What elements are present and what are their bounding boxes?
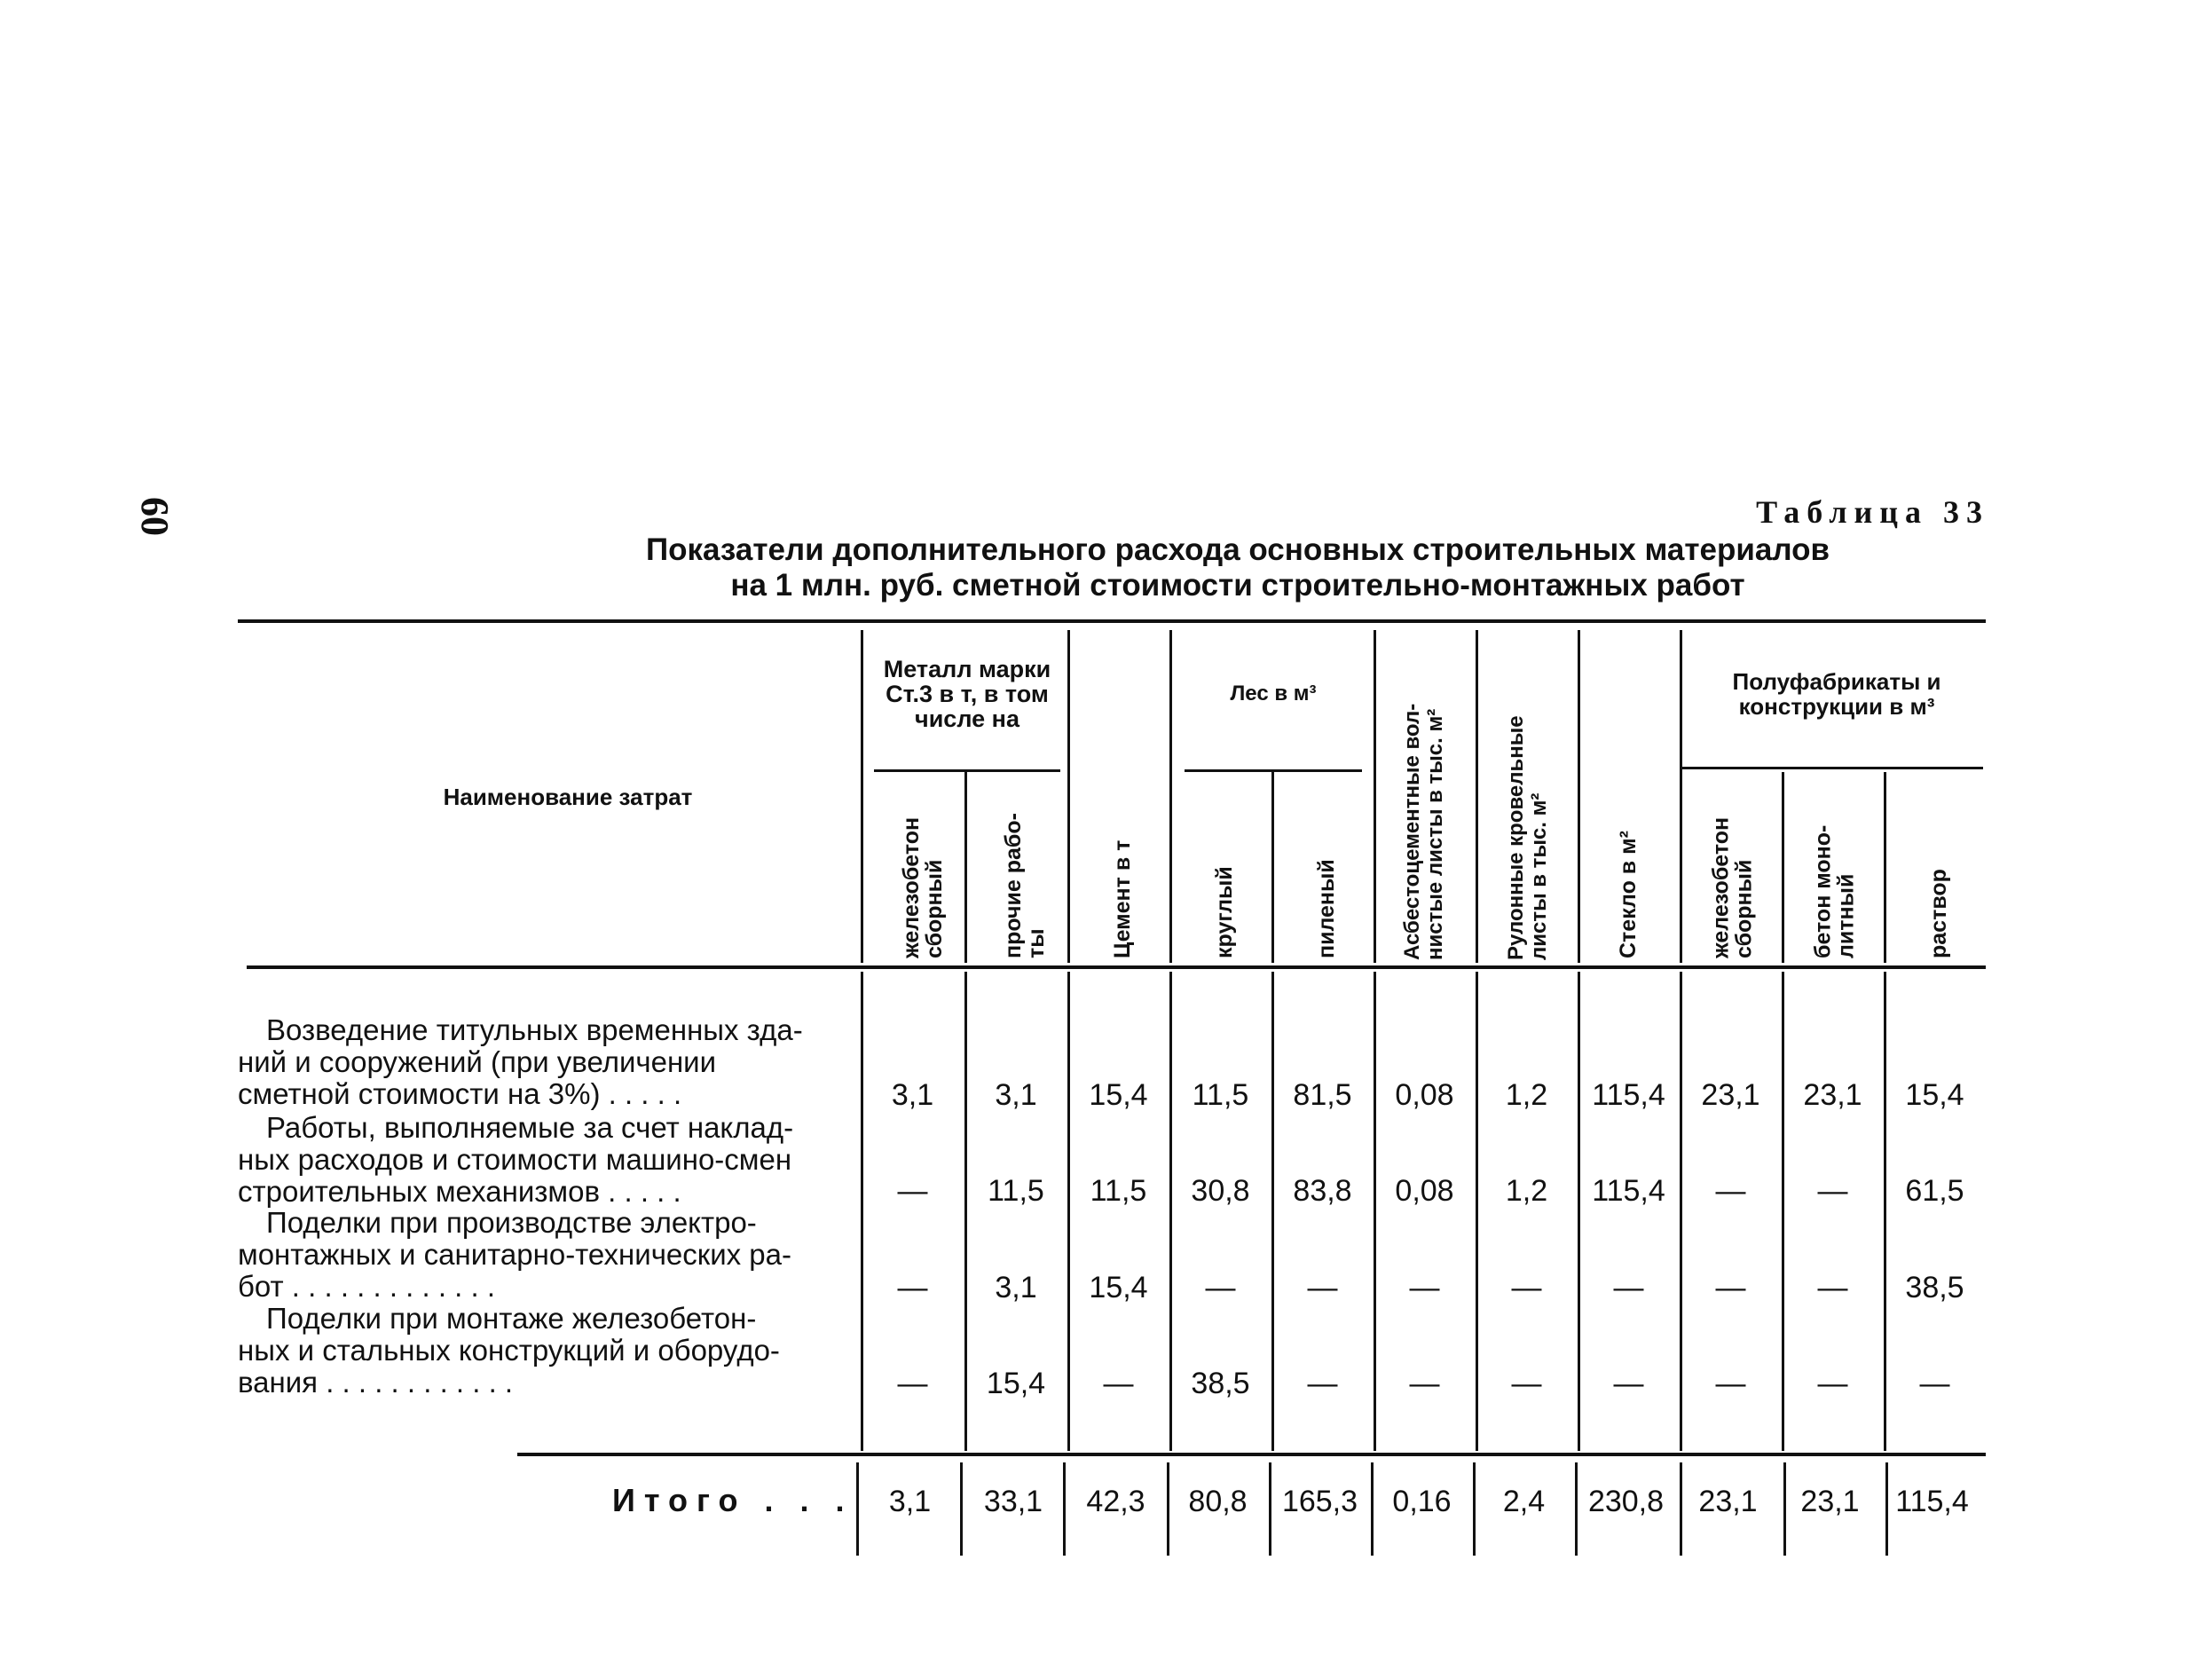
table-cell: — xyxy=(1409,1367,1440,1400)
total-cell: 33,1 xyxy=(983,1485,1043,1518)
page-number: 60 xyxy=(133,497,177,536)
table-cell: — xyxy=(897,1367,928,1400)
table-cell: — xyxy=(1409,1271,1440,1304)
row-label-line: ний и сооружений (при увеличении xyxy=(238,1045,717,1078)
total-cell: 0,16 xyxy=(1392,1485,1452,1518)
header-asbestos: Асбестоцементные вол- нистые листы в тыс. м² xyxy=(1400,703,1447,960)
table-cell: — xyxy=(1613,1367,1644,1400)
table-cell: 3,1 xyxy=(891,1078,934,1112)
total-rule xyxy=(517,1453,1986,1456)
header-vline xyxy=(1782,772,1784,963)
table-cell: 38,5 xyxy=(1191,1367,1250,1400)
row-label xyxy=(238,1303,859,1399)
header-vline xyxy=(1374,630,1376,963)
table-cell: 115,4 xyxy=(1592,1174,1665,1208)
table-cell: — xyxy=(1307,1367,1338,1400)
table-cell: — xyxy=(897,1271,928,1304)
top-rule xyxy=(238,619,1986,623)
table-cell: 15,4 xyxy=(1905,1078,1964,1112)
header-semi-precast: железобетон сборный xyxy=(1708,816,1757,958)
header-name: Наименование затрат xyxy=(443,784,693,810)
table-cell: — xyxy=(1307,1271,1338,1304)
header-vline xyxy=(1680,630,1682,963)
header-semi-monolith: бетон моно- литный xyxy=(1810,824,1859,958)
total-cell: 23,1 xyxy=(1800,1485,1860,1518)
table-cell: — xyxy=(1919,1367,1950,1400)
table-cell: 11,5 xyxy=(1090,1174,1147,1208)
header-cement: Цемент в т xyxy=(1110,839,1135,958)
table-cell: — xyxy=(1103,1367,1134,1400)
semi-subrule xyxy=(1681,767,1983,769)
table-cell: 38,5 xyxy=(1905,1271,1964,1304)
total-cell: 80,8 xyxy=(1188,1485,1248,1518)
table-cell: — xyxy=(1715,1367,1746,1400)
table-cell: 11,5 xyxy=(1192,1078,1249,1112)
row-label-line: сметной стоимости на 3%) . . . . . xyxy=(238,1077,682,1110)
table-cell: 61,5 xyxy=(1905,1174,1964,1208)
header-bottom-rule xyxy=(247,965,1986,969)
header-semi-group: Полуфабрикаты и конструкции в м³ xyxy=(1732,668,1941,720)
row-label-line: Работы, выполняемые за счет наклад- xyxy=(266,1111,794,1144)
table-cell: 23,1 xyxy=(1803,1078,1862,1112)
header-vline xyxy=(861,630,863,963)
total-cell: 42,3 xyxy=(1086,1485,1145,1518)
table-cell: — xyxy=(1205,1271,1236,1304)
header-metal-other: прочие рабо- ты xyxy=(1001,813,1049,958)
row-label-line: бот . . . . . . . . . . . . . xyxy=(238,1270,496,1303)
header-timber-sawn: пиленый xyxy=(1314,859,1339,958)
table-cell: 30,8 xyxy=(1191,1174,1250,1208)
header-vline xyxy=(1884,772,1886,963)
row-label-line: Поделки при производстве электро- xyxy=(266,1206,757,1239)
total-cell: 23,1 xyxy=(1698,1485,1758,1518)
table-cell: 115,4 xyxy=(1592,1078,1665,1112)
table-cell: — xyxy=(1511,1367,1542,1400)
table-cell: 15,4 xyxy=(986,1367,1046,1400)
row-label-line: строительных механизмов . . . . . xyxy=(238,1175,681,1208)
table-cell: — xyxy=(1511,1271,1542,1304)
row-label xyxy=(238,1014,859,1110)
table-cell: — xyxy=(1817,1367,1848,1400)
header-timber-round: круглый xyxy=(1212,866,1237,958)
total-cell: 3,1 xyxy=(888,1485,932,1518)
table-cell: 83,8 xyxy=(1293,1174,1352,1208)
header-metal-group: Металл марки Ст.3 в т, в том числе на xyxy=(883,656,1051,732)
table-cell: — xyxy=(1817,1271,1848,1304)
total-label: Итого . . . xyxy=(612,1482,854,1518)
table-title xyxy=(240,532,2212,603)
metal-subrule xyxy=(874,769,1060,772)
total-cell: 115,4 xyxy=(1895,1485,1969,1518)
table-cell: 1,2 xyxy=(1505,1174,1548,1208)
title-line-2: на 1 млн. руб. сметной стоимости строительно-монтажных работ xyxy=(730,568,1745,603)
row-label-line: Возведение титульных временных зда- xyxy=(266,1013,803,1046)
header-glass: Стекло в м² xyxy=(1616,831,1641,958)
header-roll: Рулонные кровельные листы в тыс. м² xyxy=(1504,715,1551,960)
table-cell: 3,1 xyxy=(995,1078,1037,1112)
table-cell: — xyxy=(1715,1174,1746,1208)
table-cell: 3,1 xyxy=(995,1271,1037,1304)
row-label xyxy=(238,1207,859,1303)
row-label xyxy=(238,1112,859,1208)
row-label-line: ных расходов и стоимости машино-смен xyxy=(238,1143,792,1176)
table-caption: Таблица 33 xyxy=(1756,494,1989,530)
header-vline xyxy=(964,772,967,963)
total-cell: 165,3 xyxy=(1281,1485,1358,1518)
row-label-line: монтажных и санитарно-технических ра- xyxy=(238,1238,791,1271)
header-semi-mortar: раствор xyxy=(1926,869,1951,958)
row-label-line: ных и стальных конструкций и оборудо- xyxy=(238,1334,780,1367)
table-cell: — xyxy=(1715,1271,1746,1304)
header-metal-precast: железобетон сборный xyxy=(899,816,947,958)
table-cell: 15,4 xyxy=(1089,1078,1148,1112)
header-vline xyxy=(1578,630,1580,963)
table-cell: — xyxy=(1613,1271,1644,1304)
header-timber-group: Лес в м³ xyxy=(1230,682,1317,705)
row-label-line: Поделки при монтаже железобетон- xyxy=(266,1302,757,1335)
table-cell: 0,08 xyxy=(1395,1174,1454,1208)
title-line-1: Показатели дополнительного расхода основных строительных материалов xyxy=(645,532,1830,567)
total-cell: 2,4 xyxy=(1502,1485,1546,1518)
table-cell: 81,5 xyxy=(1293,1078,1352,1112)
row-label-line: вания . . . . . . . . . . . . xyxy=(238,1366,514,1399)
header-vline xyxy=(1067,630,1070,963)
header-vline xyxy=(1476,630,1478,963)
table-cell: 0,08 xyxy=(1395,1078,1454,1112)
header-vline xyxy=(1271,772,1274,963)
header-vline xyxy=(1169,630,1172,963)
table-cell: 11,5 xyxy=(988,1174,1044,1208)
table-cell: 1,2 xyxy=(1505,1078,1548,1112)
table-cell: 15,4 xyxy=(1089,1271,1148,1304)
table-cell: — xyxy=(1817,1174,1848,1208)
table-cell: — xyxy=(897,1174,928,1208)
total-cell: 230,8 xyxy=(1587,1485,1665,1518)
table-cell: 23,1 xyxy=(1701,1078,1760,1112)
